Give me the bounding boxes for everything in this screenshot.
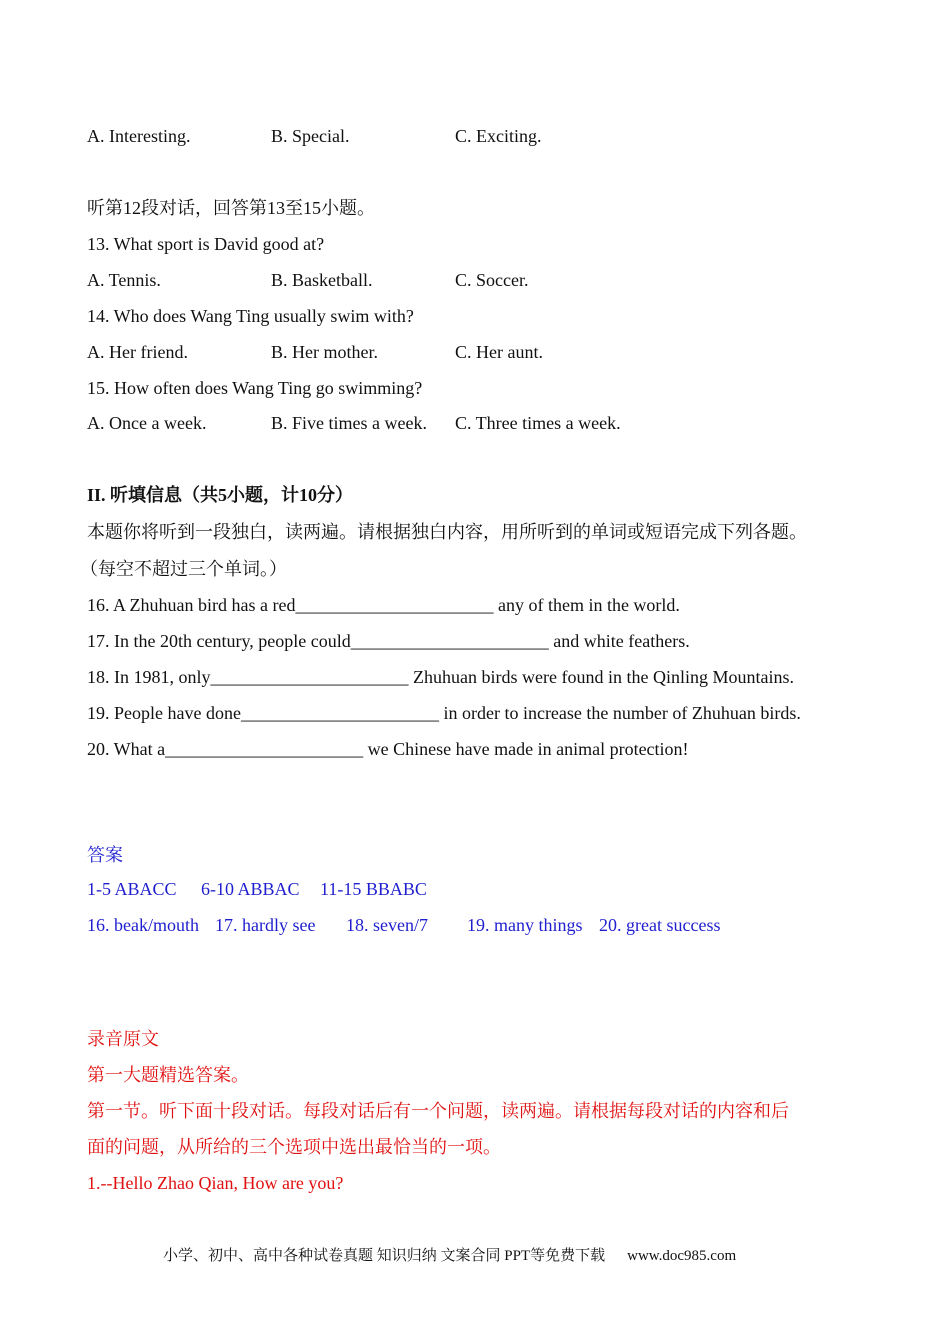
transcript-section1-line2: 面的问题，从所给的三个选项中选出最恰当的一项。 [87,1137,501,1157]
fill-item-16-after: any of them in the world. [493,595,680,615]
answer-20: 20. great success [599,915,721,935]
fill-item-19-after: in order to increase the number of Zhuhuan birds. [438,703,801,723]
q14-option-b: B. Her mother. [271,342,378,362]
fill-item-16 [87,594,680,616]
footer-site-link[interactable]: www.doc985.com [627,1248,737,1264]
answer-group-3: 11-15 BBABC [320,879,427,899]
transcript-first-line: 1.--Hello Zhao Qian, How are you? [87,1173,344,1193]
answer-group-1: 1-5 ABACC [87,879,177,899]
question-15: 15. How often does Wang Ting go swimming? [87,378,423,398]
page-footer [163,1246,736,1266]
q13-option-b: B. Basketball. [271,270,373,290]
transcript-heading: 录音原文 [87,1029,159,1049]
answer-16: 16. beak/mouth [87,915,199,935]
fill-item-18-text: 18. In 1981, only [87,667,211,687]
fill-item-16-blank[interactable]: ______________________ [295,595,494,615]
section2-instruction: 本题你将听到一段独白，读两遍。请根据独白内容，用所听到的单词或短语完成下列各题。 [87,522,807,542]
answer-18: 18. seven/7 [346,915,428,935]
fill-item-17-text: 17. In the 20th century, people could [87,631,351,651]
footer-text: 小学、初中、高中各种试卷真题 知识归纳 文案合同 PPT等免费下载 [163,1248,606,1264]
fill-item-19 [87,702,801,724]
fill-item-18-after: Zhuhuan birds were found in the Qinling Mountains. [408,667,794,687]
fill-item-19-blank[interactable]: ______________________ [240,703,439,723]
section2-title: II. 听填信息（共5小题，计10分） [87,485,354,505]
q15-option-a: A. Once a week. [87,413,207,433]
fill-item-17-after: and white feathers. [548,631,690,651]
transcript-section1-line1: 第一节。听下面十段对话。每段对话后有一个问题，读两遍。请根据每段对话的内容和后 [87,1101,789,1121]
answer-17: 17. hardly see [215,915,316,935]
question-13: 13. What sport is David good at? [87,234,325,254]
fill-item-18-blank[interactable]: ______________________ [210,667,409,687]
q14-option-c: C. Her aunt. [455,342,543,362]
fill-item-20-blank[interactable]: ______________________ [165,739,364,759]
q14-option-a: A. Her friend. [87,342,188,362]
fill-item-18 [87,666,794,688]
fill-item-20 [87,738,689,760]
q12-option-a: A. Interesting. [87,126,191,146]
q12-option-c: C. Exciting. [455,126,542,146]
dialog-intro: 听第12段对话，回答第13至15小题。 [87,198,375,218]
q15-option-b: B. Five times a week. [271,413,427,433]
answers-heading: 答案 [87,845,123,865]
fill-item-17-blank[interactable]: ______________________ [350,631,549,651]
fill-item-16-text: 16. A Zhuhuan bird has a red [87,595,296,615]
fill-item-20-text: 20. What a [87,739,166,759]
section2-note: （每空不超过三个单词。） [80,559,287,579]
q13-option-c: C. Soccer. [455,270,529,290]
fill-item-20-after: we Chinese have made in animal protection! [363,739,689,759]
transcript-part1: 第一大题精选答案。 [87,1065,249,1085]
q13-option-a: A. Tennis. [87,270,161,290]
fill-item-17 [87,630,690,652]
fill-item-19-text: 19. People have done [87,703,241,723]
answer-19: 19. many things [467,915,583,935]
q12-option-b: B. Special. [271,126,350,146]
question-14: 14. Who does Wang Ting usually swim with? [87,306,414,326]
answer-group-2: 6-10 ABBAC [201,879,300,899]
q15-option-c: C. Three times a week. [455,413,621,433]
